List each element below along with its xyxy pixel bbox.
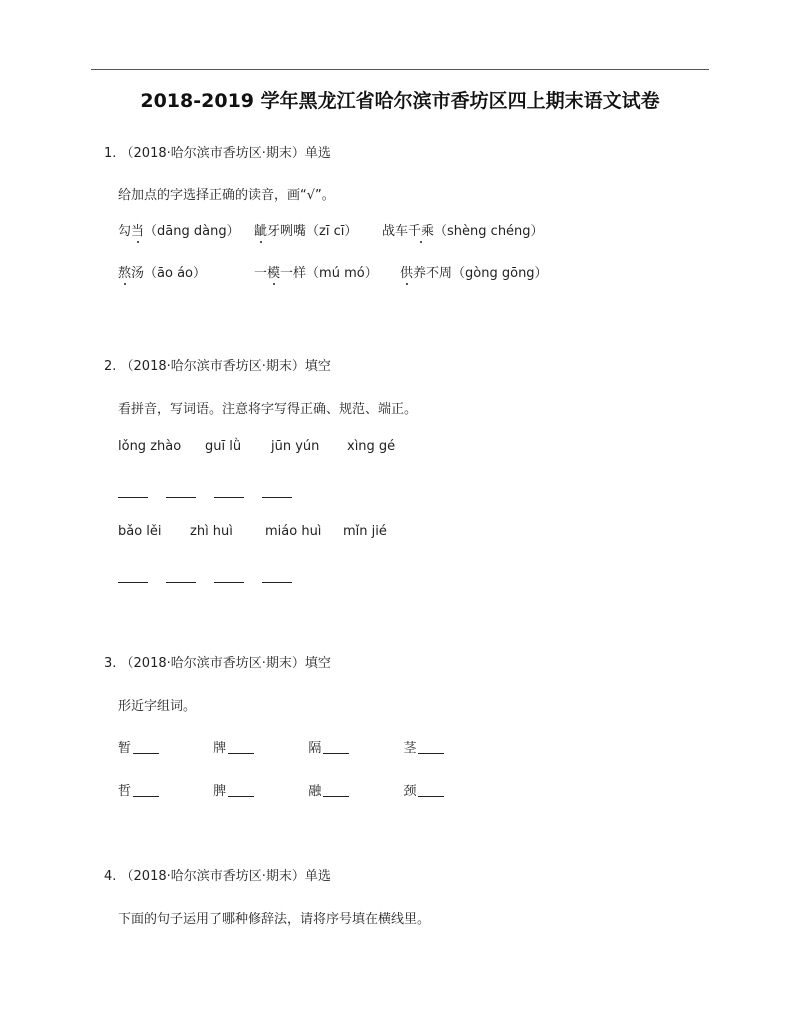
- similar-chars-row-1: [118, 737, 417, 757]
- char-with-blank[interactable]: 脾: [213, 780, 256, 799]
- similar-chars-row-2: [118, 780, 417, 800]
- pinyin-label: mǐn jié: [343, 524, 387, 539]
- char-with-blank[interactable]: 颈: [403, 780, 446, 799]
- answer-blank[interactable]: [214, 568, 244, 583]
- char-with-blank[interactable]: 融: [308, 780, 351, 799]
- question-3-instruction: 形近字组词。: [118, 699, 197, 714]
- page-title: 2018-2019 学年黑龙江省哈尔滨市香坊区四上期末语文试卷: [140, 90, 660, 112]
- pinyin-label: xìng gé: [347, 439, 396, 454]
- option-item[interactable]: 战车千乘（shèng chéng）: [382, 224, 544, 239]
- option-item[interactable]: 龇牙咧嘴（zī cī）: [254, 224, 358, 239]
- char-with-blank[interactable]: 暂: [118, 737, 161, 756]
- header-rule: [91, 69, 709, 70]
- pinyin-label: bǎo lěi: [118, 524, 162, 539]
- char-with-blank[interactable]: 哲: [118, 780, 161, 799]
- answer-blank[interactable]: [166, 483, 196, 498]
- pinyin-label: zhì huì: [190, 524, 233, 539]
- answer-blank[interactable]: [166, 568, 196, 583]
- answer-blank[interactable]: [262, 568, 292, 583]
- answer-blank[interactable]: [118, 483, 148, 498]
- char-with-blank[interactable]: 牌: [213, 737, 256, 756]
- pinyin-label: miáo huì: [265, 524, 322, 539]
- question-3-header: 3. （2018·哈尔滨市香坊区·期末）填空: [104, 656, 331, 671]
- option-item[interactable]: 熬汤（āo áo）: [118, 266, 207, 281]
- pinyin-label: guī lǜ: [205, 439, 242, 454]
- question-2-instruction: 看拼音，写词语。注意将字写得正确、规范、端正。: [118, 402, 418, 417]
- pinyin-label: lǒng zhào: [118, 439, 182, 454]
- answer-blank[interactable]: [262, 483, 292, 498]
- answer-blank[interactable]: [214, 483, 244, 498]
- question-1-instruction: 给加点的字选择正确的读音，画“√”。: [118, 188, 335, 203]
- pinyin-label: jūn yún: [271, 439, 320, 454]
- question-1-header: 1. （2018·哈尔滨市香坊区·期末）单选: [104, 146, 331, 161]
- option-item[interactable]: 供养不周（gòng gōng）: [400, 266, 548, 281]
- question-4-instruction: 下面的句子运用了哪种修辞法，请将序号填在横线里。: [118, 912, 431, 927]
- answer-blank[interactable]: [118, 568, 148, 583]
- question-2-header: 2. （2018·哈尔滨市香坊区·期末）填空: [104, 359, 331, 374]
- option-item[interactable]: 一模一样（mú mó）: [254, 266, 378, 281]
- option-item[interactable]: 勾当（dāng dàng）: [118, 224, 240, 239]
- char-with-blank[interactable]: 隔: [308, 737, 351, 756]
- char-with-blank[interactable]: 茎: [403, 737, 446, 756]
- question-4-header: 4. （2018·哈尔滨市香坊区·期末）单选: [104, 869, 331, 884]
